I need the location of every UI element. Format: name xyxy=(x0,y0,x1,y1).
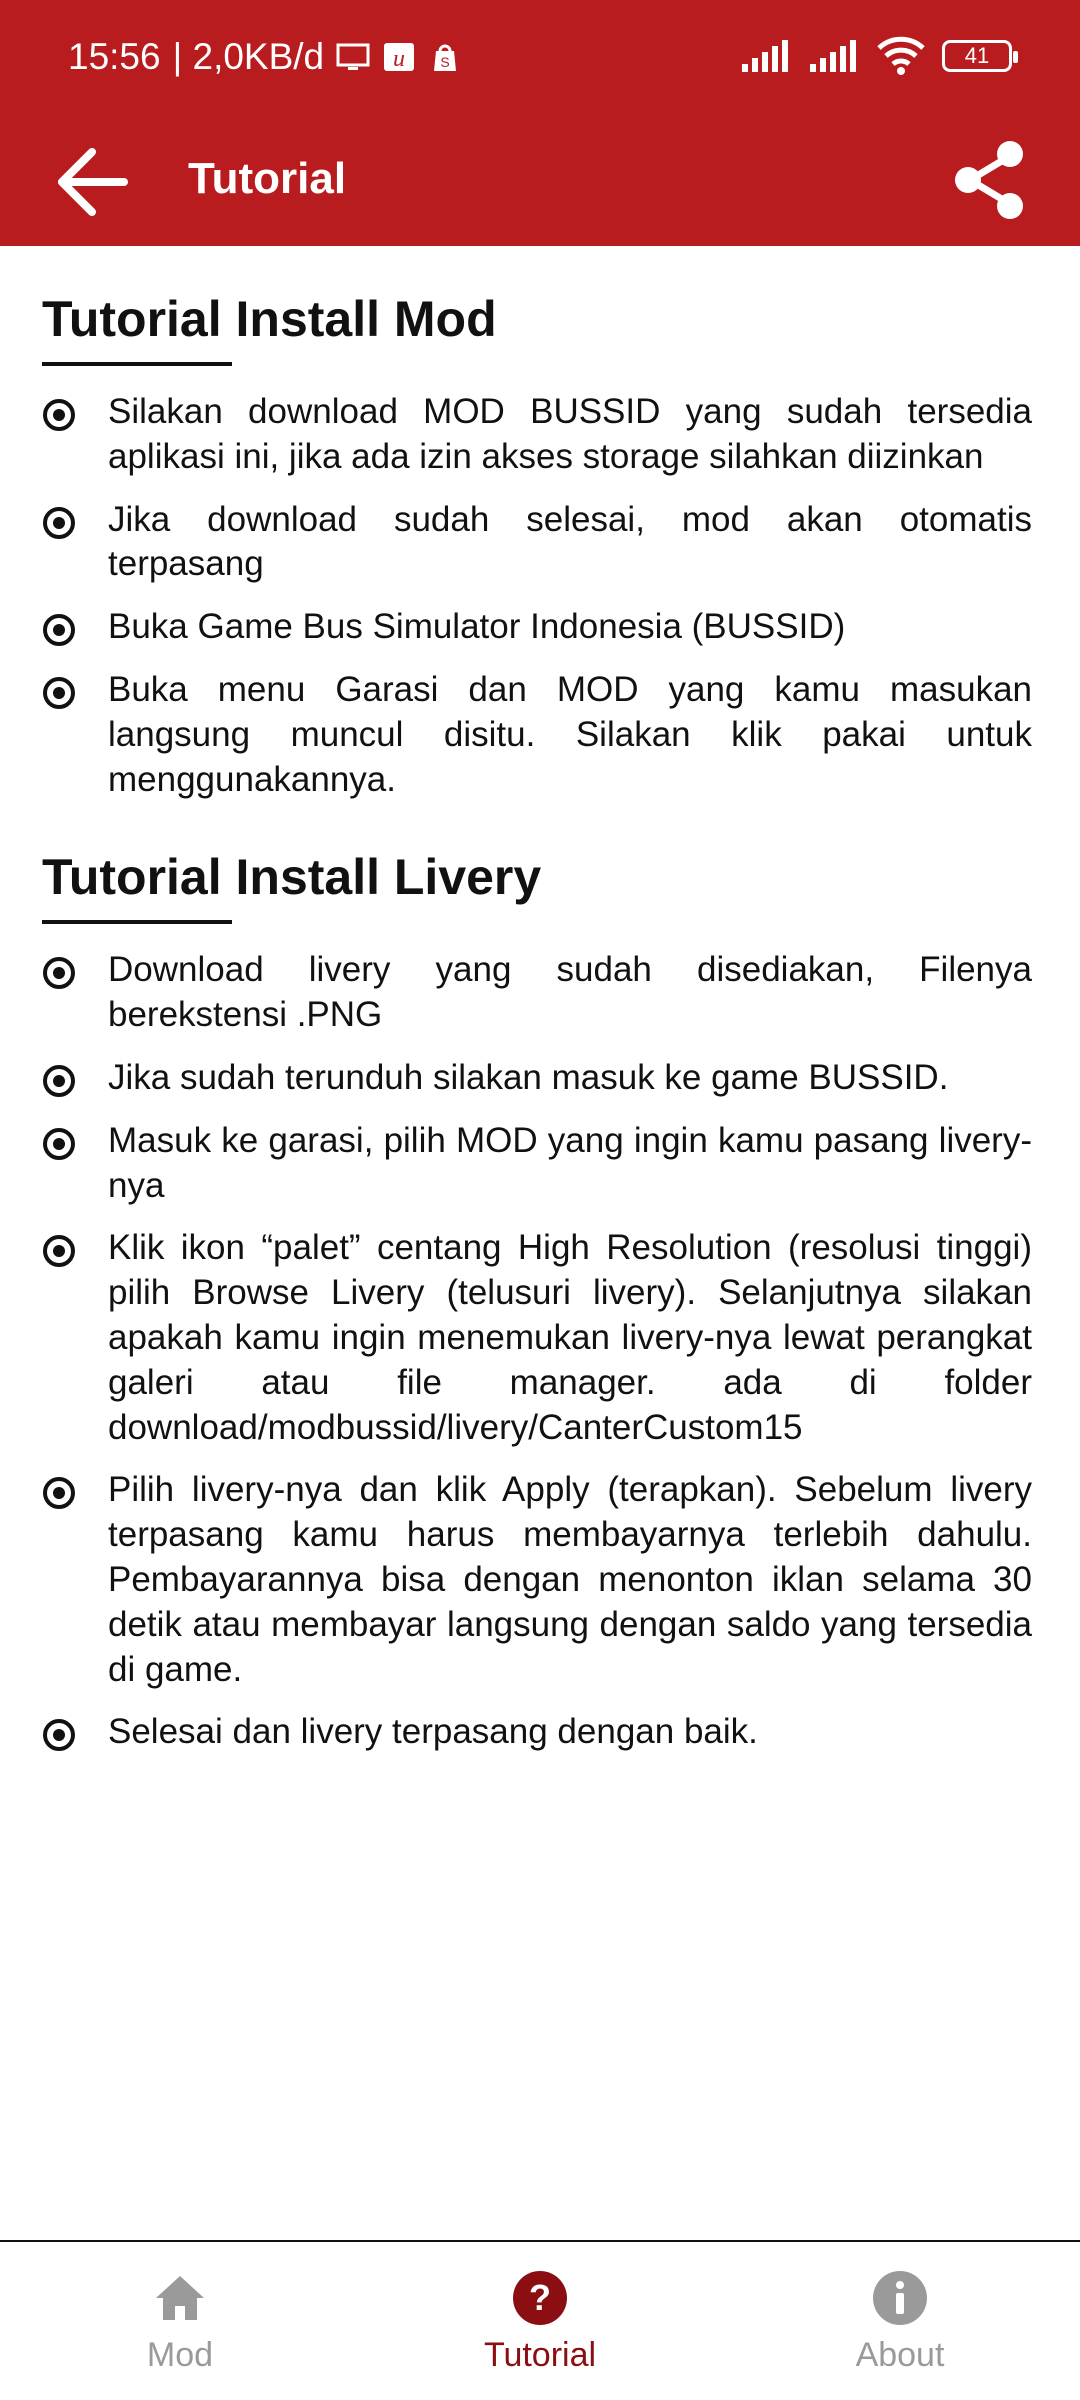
battery-level: 41 xyxy=(964,43,990,68)
help-icon xyxy=(510,2268,570,2328)
status-bar xyxy=(0,0,1080,118)
radio-bullet-icon xyxy=(42,676,76,710)
radio-bullet-icon xyxy=(42,398,76,432)
list-item xyxy=(42,1119,1032,1209)
app-bar xyxy=(0,118,1080,246)
list-item xyxy=(42,605,1032,650)
signal-icon xyxy=(740,38,792,74)
status-right xyxy=(740,36,1012,76)
svg-text:u: u xyxy=(393,46,406,72)
wifi-icon xyxy=(876,36,926,76)
list-item xyxy=(42,498,1032,588)
radio-bullet-icon xyxy=(42,1476,76,1510)
nav-item-about[interactable] xyxy=(770,2268,1030,2375)
list-item xyxy=(42,390,1032,480)
list-item-text: Download livery yang sudah disediakan, Filenya berekstensi .PNG xyxy=(108,950,1032,1035)
share-button[interactable] xyxy=(940,130,1040,230)
section-underline xyxy=(42,362,232,366)
nav-item-mod[interactable] xyxy=(50,2268,310,2375)
share-icon xyxy=(940,130,1040,230)
radio-bullet-icon xyxy=(42,1127,76,1161)
list-item-text: Jika sudah terunduh silakan masuk ke game BUSSID. xyxy=(108,1057,949,1097)
nav-label-mod: Mod xyxy=(146,2335,214,2374)
app-u-icon xyxy=(382,41,416,73)
list-item-text: Pilih livery-nya dan klik Apply (terapkan). Sebelum livery terpasang kamu harus membayarnya terlebih dahulu. Pembayarannya bisa dengan menonton iklan selama 30 detik atau membayar langsung dengan saldo yang tersedia di game. xyxy=(108,1470,1032,1689)
radio-bullet-icon xyxy=(42,613,76,647)
svg-text:?: ? xyxy=(529,2276,551,2318)
back-button[interactable] xyxy=(50,132,150,232)
section-title: Tutorial Install Mod xyxy=(42,291,497,347)
list-item-text: Silakan download MOD BUSSID yang sudah tersedia aplikasi ini, jika ada izin akses storage silahkan diizinkan xyxy=(108,392,1032,476)
list-item xyxy=(42,948,1032,1038)
list-item xyxy=(42,668,1032,802)
radio-bullet-icon xyxy=(42,956,76,990)
battery-indicator xyxy=(942,40,1012,72)
arrow-back-icon xyxy=(50,132,150,232)
status-data-rate: | 2,0KB/d xyxy=(172,36,325,77)
nav-label-tutorial: Tutorial xyxy=(483,2335,597,2374)
radio-bullet-icon xyxy=(42,1234,76,1268)
list-item-text: Buka menu Garasi dan MOD yang kamu masukan langsung muncul disitu. Silakan klik pakai untuk menggunakannya. xyxy=(108,669,1032,799)
shopping-bag-icon xyxy=(428,41,462,73)
monitor-icon xyxy=(336,41,370,73)
list-item xyxy=(42,1226,1032,1450)
nav-label-about: About xyxy=(855,2335,945,2374)
info-icon xyxy=(870,2268,930,2328)
section-install-livery xyxy=(42,849,1032,1755)
section-title: Tutorial Install Livery xyxy=(42,849,542,906)
list-item xyxy=(42,1710,1032,1755)
list-item xyxy=(42,1056,1032,1101)
radio-bullet-icon xyxy=(42,1064,76,1098)
section-install-mod xyxy=(42,291,1032,802)
battery-tip xyxy=(1013,51,1018,63)
tutorial-content xyxy=(0,246,1080,2242)
svg-text:S: S xyxy=(440,54,450,70)
list-item-text: Buka Game Bus Simulator Indonesia (BUSSID) xyxy=(108,607,846,647)
radio-bullet-icon xyxy=(42,506,76,540)
list-item-text: Masuk ke garasi, pilih MOD yang ingin kamu pasang livery-nya xyxy=(108,1120,1032,1205)
section-underline xyxy=(42,920,232,924)
nav-item-tutorial[interactable] xyxy=(410,2268,670,2375)
home-icon xyxy=(150,2268,210,2328)
status-time: 15:56 xyxy=(68,36,161,77)
radio-bullet-icon xyxy=(42,1718,76,1752)
status-left xyxy=(68,36,462,78)
list-item xyxy=(42,1468,1032,1692)
bottom-navigation xyxy=(0,2240,1080,2400)
signal-icon-2 xyxy=(808,38,860,74)
page-title: Tutorial xyxy=(188,154,347,203)
list-item-text: Jika download sudah selesai, mod akan otomatis terpasang xyxy=(108,499,1032,584)
list-item-text: Klik ikon “palet” centang High Resolution (resolusi tinggi) pilih Browse Livery (telusuri livery). Selanjutnya silakan apakah kamu ingin menemukan livery-nya lewat perangkat galeri atau file manager. ada di folder download/modbussid/livery/CanterCustom15 xyxy=(108,1228,1032,1447)
list-item-text: Selesai dan livery terpasang dengan baik. xyxy=(108,1712,758,1752)
